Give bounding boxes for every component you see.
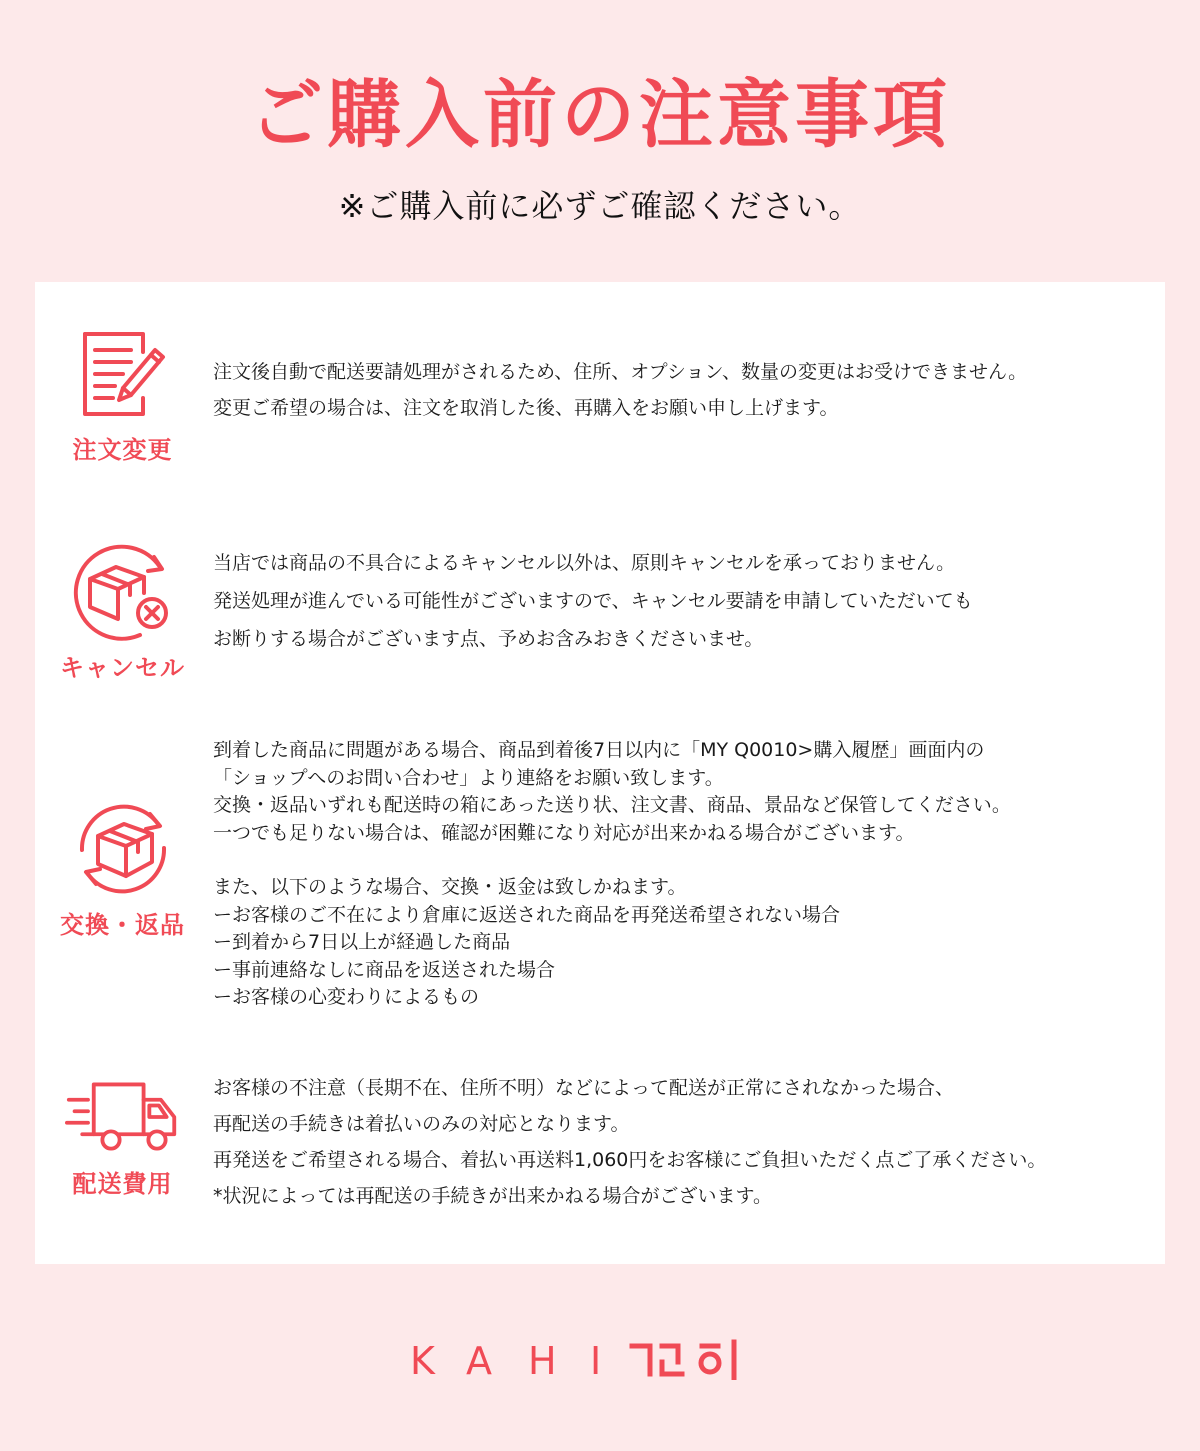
text-line: 到着した商品に問題がある場合、商品到着後7日以内に「MY Q0010>購入履歴」画面内の xyxy=(213,739,985,761)
section-text xyxy=(213,737,1158,1012)
section-label: キャンセル xyxy=(60,654,185,682)
box-exchange-icon xyxy=(65,794,180,904)
text-line: ー到着から7日以上が経過した商品 xyxy=(213,931,511,953)
text-line: 発送処理が進んでいる可能性がございますので、キャンセル要請を申請していただいても xyxy=(213,590,973,612)
text-line: 交換・返品いずれも配送時の箱にあった送り状、注文書、商品、景品など保管してください。 xyxy=(213,794,1011,816)
text-line: 当店では商品の不具合によるキャンセル以外は、原則キャンセルを承っておりません。 xyxy=(213,552,956,574)
brand-letter: I xyxy=(590,1339,602,1380)
page-subtitle: ※ご購入前に必ずご確認ください。 xyxy=(338,187,862,225)
section-text xyxy=(213,544,1158,658)
text-line: 再配送の手続きは着払いのみの対応となります。 xyxy=(213,1113,630,1135)
delivery-truck-icon xyxy=(65,1077,180,1157)
text-line: お断りする場合がございます点、予めお含みおきくださいませ。 xyxy=(213,628,764,650)
text-line: また、以下のような場合、交換・返金は致しかねます。 xyxy=(213,876,687,898)
text-line: 「ショップへのお問い合わせ」より連絡をお願い致します。 xyxy=(213,766,724,789)
page-title: ご購入前の注意事項 xyxy=(249,72,951,158)
brand-letter: K xyxy=(410,1339,435,1380)
document-pen-icon xyxy=(65,330,180,420)
text-line: 一つでも足りない場合は、確認が困難になり対応が出来かねる場合がございます。 xyxy=(213,821,915,844)
text-line: *状況によっては再配送の手続きが出来かねる場合がございます。 xyxy=(213,1185,772,1207)
kahi-hangul-logo xyxy=(632,1342,734,1378)
paragraph-gap xyxy=(213,847,1158,874)
brand-logo xyxy=(0,1336,1200,1380)
section-label: 交換・返品 xyxy=(60,911,185,939)
section-text xyxy=(213,354,1158,426)
text-line: 再発送をご希望される場合、着払い再送料1,060円をお客様にご負担いただく点ご了承ください。 xyxy=(213,1149,1047,1171)
text-line: ー事前連絡なしに商品を返送された場合 xyxy=(213,958,556,981)
box-cancel-icon xyxy=(65,537,180,647)
text-line: ーお客様のご不在により倉庫に返送された商品を再発送希望されない場合 xyxy=(213,903,841,926)
section-text xyxy=(213,1070,1158,1214)
section-label: 配送費用 xyxy=(72,1170,173,1198)
notice-card xyxy=(35,282,1165,1264)
text-line: ーお客様の心変わりによるもの xyxy=(213,986,480,1008)
text-line: 注文後自動で配送要請処理がされるため、住所、オプション、数量の変更はお受けできません。 xyxy=(213,361,1028,383)
section-label: 注文変更 xyxy=(72,436,173,464)
brand-letter: H xyxy=(528,1339,557,1380)
text-line: お客様の不注意（長期不在、住所不明）などによって配送が正常にされなかった場合、 xyxy=(213,1077,955,1099)
brand-letter: A xyxy=(466,1339,492,1380)
text-line: 変更ご希望の場合は、注文を取消した後、再購入をお願い申し上げます。 xyxy=(213,397,839,419)
